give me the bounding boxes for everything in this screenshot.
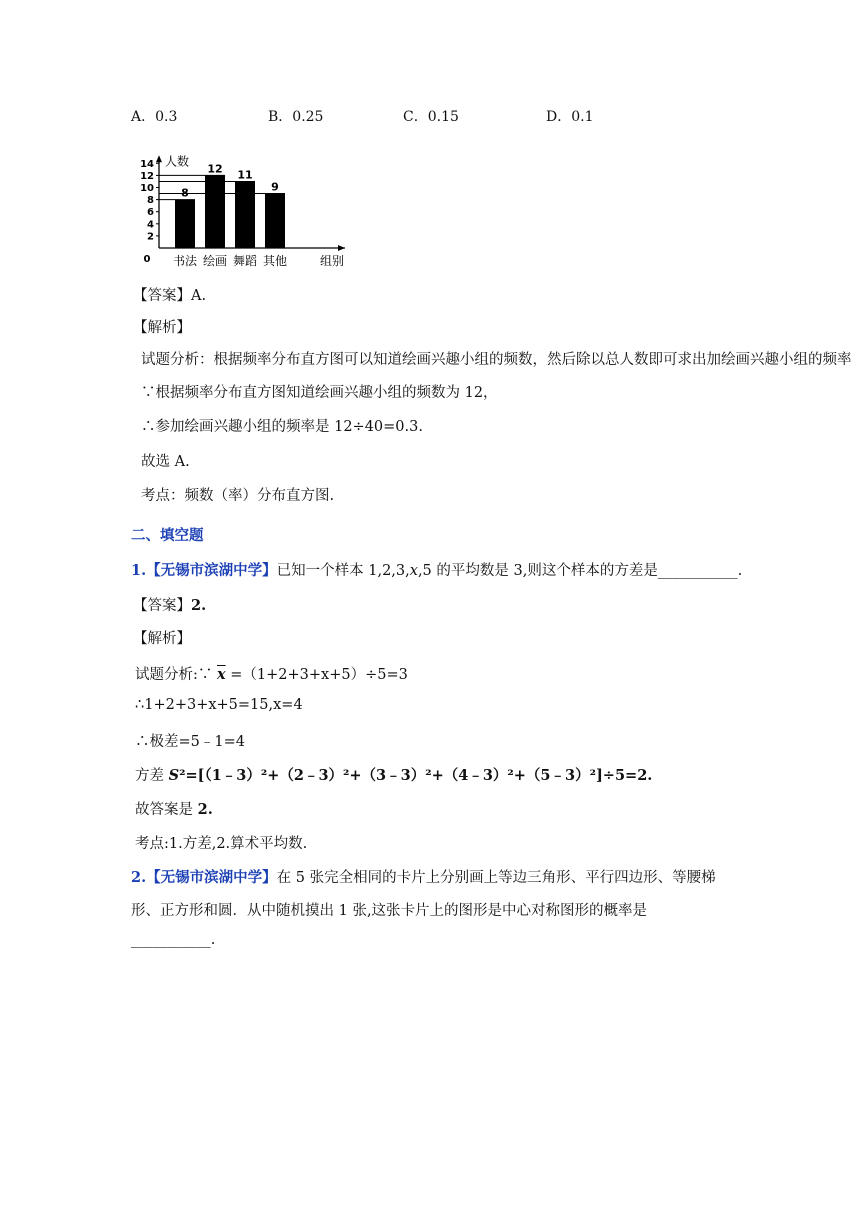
q2-source: 【无锡市滨湖中学】 [146,869,277,886]
y-axis-arrow [156,155,162,162]
q0-analysis-line: 考点：频数（率）分布直方图. [141,488,335,504]
bar-data-label: 9 [271,180,279,194]
q1-line4-pre: 方差 [135,768,169,784]
choice-a: A．0.3 [131,109,178,125]
y-tick-label: 14 [140,158,154,170]
category-label: 其他 [262,254,288,268]
category-label: 书法 [172,254,198,268]
q1-stem [131,559,742,580]
bar-data-label: 11 [237,168,253,182]
x-axis-arrow [338,245,345,251]
q2-line2: 形、正方形和圆．从中随机摸出 1 张,这张卡片上的图形是中心对称图形的概率是 [131,903,648,919]
q1-line5-val: 2. [197,801,213,818]
y-tick-label: 12 [140,170,154,182]
choice-d: D．0.1 [546,109,594,125]
q2-line3: ___________. [131,932,216,948]
q1-line5-pre: 故答案是 [135,802,198,818]
q1-stem-var: x [409,563,418,579]
bar [205,175,225,248]
q0-analysis-line: ∴参加绘画兴趣小组的频率是 12÷40=0.3. [141,419,423,435]
q1-line4-post: ²=[（1﹣3）²+（2﹣3）²+（3﹣3）²+（4﹣3）²+（5﹣3）²]÷5=2. [179,767,653,784]
q0-analysis-line: 试题分析：根据频率分布直方图可以知道绘画兴趣小组的频数，然后除以总人数即可求出加绘画兴趣小组的频率 [141,352,852,368]
bar [235,181,255,248]
q1-line-topic: 考点:1.方差,2.算术平均数. [135,836,308,852]
q0-analysis-heading: 【解析】 [133,320,191,336]
x-axis-title: 组别 [319,254,345,268]
q0-answer: 【答案】A. [133,288,207,304]
choice-b: B．0.25 [268,109,324,125]
q1-stem-post: ,5 的平均数是 3,则这个样本的方差是___________. [417,563,743,579]
q1-line1-post: =（1+2+3+x+5）÷5=3 [225,667,408,683]
q1-line-range: ∴极差=5﹣1=4 [135,734,245,750]
q1-line-variance [135,764,652,785]
y-tick-label: 2 [147,231,154,243]
q2-line1 [131,866,716,887]
y-tick-label: 6 [147,207,154,219]
q0-analysis-line: ∵根据频率分布直方图知道绘画兴趣小组的频数为 12， [141,385,498,401]
bar-data-label: 12 [207,162,223,176]
q1-answer-label: 【答案】 [133,598,191,614]
q1-number: 1. [131,562,147,579]
q1-answer [133,594,206,615]
q1-line1-pre: 试题分析:∵ [135,667,217,683]
q1-analysis-heading: 【解析】 [133,631,191,647]
category-label: 舞蹈 [232,254,258,268]
section-title: 二、填空题 [131,527,204,544]
q2-line1-text: 在 5 张完全相同的卡片上分别画上等边三角形、平行四边形、等腰梯 [276,870,716,886]
y-tick-label: 4 [147,219,154,231]
q0-analysis-line: 故选 A. [141,454,190,470]
bar-chart [138,140,360,270]
y-axis-title: 人数 [165,154,190,169]
y-tick-label: 8 [147,195,154,207]
q2-number: 2. [131,869,147,886]
q1-line-conclusion [135,798,213,819]
choice-c: C．0.15 [403,109,459,125]
q1-line-mean [135,663,408,684]
q1-variance-symbol: S [168,767,180,784]
bar-data-label: 8 [181,186,189,200]
q1-stem-pre: 已知一个样本 1,2,3, [276,563,410,579]
q1-line-sum: ∴1+2+3+x+5=15,x=4 [135,697,303,713]
bar [175,200,195,248]
category-label: 绘画 [202,254,228,268]
bar [265,194,285,248]
q1-mean-symbol: $\overline{x}$ [217,666,226,683]
origin-label: 0 [143,254,151,265]
q1-answer-value: 2. [191,597,207,614]
y-tick-label: 10 [140,183,154,194]
q1-source: 【无锡市滨湖中学】 [146,562,277,579]
